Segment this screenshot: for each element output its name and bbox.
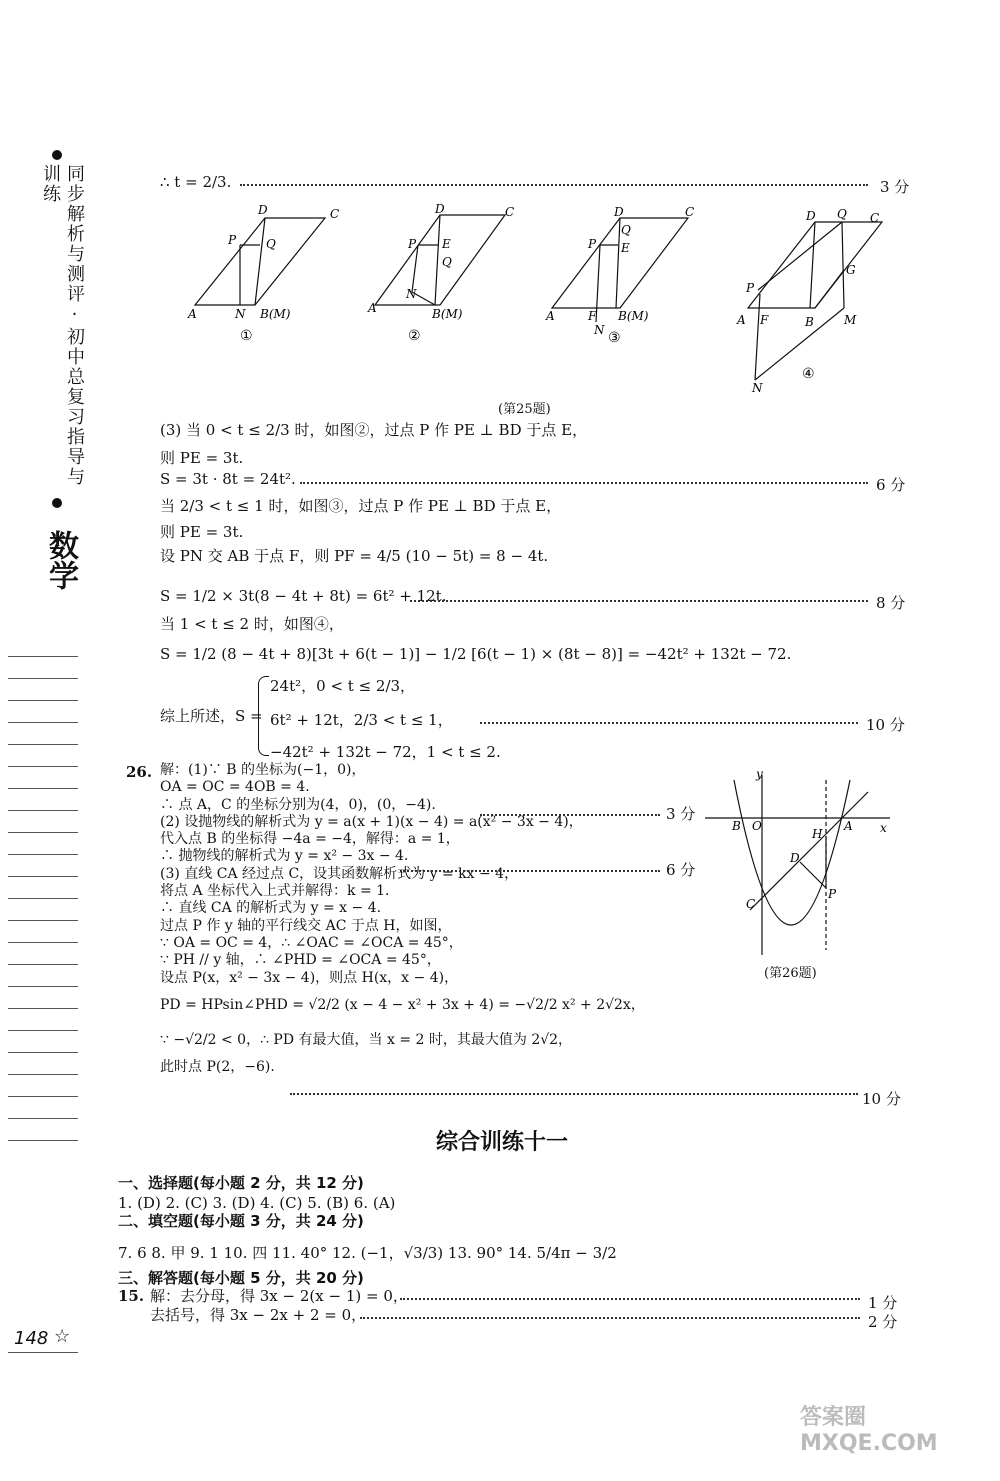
score: 6 分 [666,861,696,879]
section-title: 综合训练十一 [436,1130,569,1155]
svg-text:O: O [752,819,762,833]
solution-line: PD = HPsin∠PHD = √2/2 (x − 4 − x² + 3x + 4) = −√2/2 x² + 2√2x， [160,996,645,1013]
solution-line: 将点 A 坐标代入上式并解得：k = 1. [160,883,390,900]
page-number: 148 [14,1328,49,1349]
solution-line: (2) 设抛物线的解析式为 y = a(x + 1)(x − 4) = a(x² − 3x − 4)， [160,813,583,830]
figure-3 [552,218,688,322]
svg-text:D: D [806,209,816,223]
svg-text:E: E [442,237,451,251]
solution-line: 当 1 < t ≤ 2 时，如图④， [160,615,344,633]
solution-line: ∵ −√2/2 < 0，∴ PD 有最大值，当 x = 2 时，其最大值为 2√2， [160,1032,573,1049]
solution-line: 此时点 P(2，−6). [160,1059,275,1076]
svg-text:E: E [621,241,630,255]
sidebar [38,150,85,590]
question-number: 15. [118,1287,145,1305]
margin-rules [8,656,78,1162]
svg-text:B: B [805,315,814,329]
star-icon: ☆ [54,1326,71,1347]
watermark: 答案圈 MXQE.COM [800,1405,938,1456]
svg-text:D: D [790,851,800,865]
leader-dots [240,184,868,186]
svg-text:A: A [368,301,377,315]
svg-text:P: P [746,281,755,295]
figure-number: ④ [802,366,815,382]
svg-text:N: N [752,381,763,395]
q26-figure [700,770,900,960]
svg-text:P: P [408,237,417,251]
svg-text:B(M): B(M) [260,307,291,321]
solution-line: ∴ 抛物线的解析式为 y = x² − 3x − 4. [160,848,409,865]
svg-text:N: N [594,323,605,337]
bullet-icon [52,498,62,508]
score: 1 分 [868,1294,898,1312]
svg-text:D: D [435,202,445,216]
svg-text:y: y [756,770,763,781]
solution-line: ∴ 直线 CA 的解析式为 y = x − 4. [160,900,382,917]
solution-line: 代入点 B 的坐标得 −4a = −4，解得：a = 1， [160,831,460,848]
svg-text:G: G [846,263,856,277]
score: 10 分 [862,1090,901,1108]
svg-text:x: x [880,821,887,835]
figure-2 [375,215,505,305]
answer-line: 7. 6 8. 甲 9. 1 10. 四 11. 40° 12. (−1，√3/3) 13. 90° 14. 5/4π − 3/2 [118,1244,617,1262]
svg-text:C: C [685,205,695,219]
figure-number: ① [240,328,253,344]
part-heading: 三、解答题(每小题 5 分，共 20 分) [118,1269,364,1287]
figure-number: ② [408,328,421,344]
figure-caption: (第25题) [498,402,551,417]
svg-text:P: P [228,233,237,247]
svg-text:D: D [258,203,268,217]
svg-text:A: A [737,313,746,327]
divider [8,1352,78,1353]
score: 10 分 [866,716,905,734]
svg-text:P: P [828,887,837,901]
score: 2 分 [868,1313,898,1331]
svg-text:Q: Q [837,207,847,221]
solution-line: S = 1/2 × 3t(8 − 4t + 8t) = 6t² + 12t. [160,587,447,605]
svg-text:P: P [588,237,597,251]
svg-text:C: C [505,205,515,219]
svg-text:F: F [760,313,769,327]
leader-dots [360,1317,860,1319]
svg-text:N: N [406,287,417,301]
leader-dots [480,722,858,724]
leader-dots [300,482,868,484]
solution-line: 则 PE = 3t. [160,523,244,541]
solution-line: S = 1/2 (8 − 4t + 8)[3t + 6(t − 1)] − 1/2 [6(t − 1) × (8t − 8)] = −42t² + 132t − 72. [160,645,792,663]
figure-number: ③ [608,330,621,346]
svg-text:B(M): B(M) [432,307,463,321]
svg-text:C: C [870,211,880,225]
solution-line: 过点 P 作 y 轴的平行线交 AC 于点 H，如图， [160,917,452,934]
book-title: 同步解析与测评·初中总复习指导与训练 [40,164,85,487]
solution-line: OA = OC = 4OB = 4. [160,779,310,796]
leader-dots [400,1298,860,1300]
score: 3 分 [880,178,910,196]
leader-dots [290,1093,858,1095]
svg-text:H: H [812,827,823,841]
leader-dots [400,870,660,872]
svg-text:B: B [732,819,741,833]
summary-case: −42t² + 132t − 72，1 < t ≤ 2. [270,743,501,761]
q26-solution [160,762,645,1077]
score: 8 分 [876,594,906,612]
svg-text:C: C [330,207,340,221]
summary-label: 综上所述，S = [160,707,263,725]
svg-text:B(M): B(M) [618,309,649,323]
score: 3 分 [666,805,696,823]
svg-text:A: A [844,819,853,833]
svg-text:M: M [844,313,857,327]
q25-figures [180,200,900,415]
solution-line: ∴ 点 A，C 的坐标分别为(4，0)，(0，−4). [160,796,436,813]
summary-case: 6t² + 12t，2/3 < t ≤ 1， [270,711,453,729]
t-value-line: ∴ t = 2/3. [160,173,232,191]
label-a: A [188,307,197,321]
svg-text:D: D [614,205,624,219]
solution-line: 设点 P(x，x² − 3x − 4)，则点 H(x，x − 4)， [160,969,459,986]
svg-text:A: A [546,309,555,323]
svg-text:N: N [235,307,246,321]
svg-text:Q: Q [266,237,276,251]
figure-caption: (第26题) [764,966,817,981]
part-heading: 二、填空题(每小题 3 分，共 24 分) [118,1212,364,1230]
solution-line: ∵ PH // y 轴，∴ ∠PHD = ∠OCA = 45°， [160,952,441,969]
svg-text:F: F [588,309,597,323]
brace [258,676,269,756]
leader-dots [480,814,660,816]
solution-line: 解：(1)∵ B 的坐标为(−1，0)， [160,762,366,778]
subject-title: 数学 [43,530,78,590]
svg-text:Q: Q [442,255,452,269]
solution-line: 则 PE = 3t. [160,449,244,467]
question-number: 26. [126,763,153,781]
figure-4 [748,222,882,380]
svg-text:Q: Q [621,223,631,237]
solution-line: 当 2/3 < t ≤ 1 时，如图③，过点 P 作 PE ⊥ BD 于点 E， [160,497,562,515]
part-heading: 一、选择题(每小题 2 分，共 12 分) [118,1174,364,1192]
figure-1 [195,218,325,305]
solution-line: 解：去分母，得 3x − 2(x − 1) = 0， [150,1287,408,1305]
solution-line: 去括号，得 3x − 2x + 2 = 0， [150,1306,367,1324]
solution-line: ∵ OA = OC = 4，∴ ∠OAC = ∠OCA = 45°， [160,934,463,951]
bullet-icon [52,150,62,160]
leader-dots [410,600,868,602]
solution-line: (3) 直线 CA 经过点 C，设其函数解析式为 y = kx − 4， [160,865,519,882]
solution-line: (3) 当 0 < t ≤ 2/3 时，如图②，过点 P 作 PE ⊥ BD 于点 E， [160,421,588,439]
svg-text:C: C [746,897,756,911]
summary-case: 24t²，0 < t ≤ 2/3， [270,677,416,695]
solution-line: 设 PN 交 AB 于点 F，则 PF = 4/5 (10 − 5t) = 8 − 4t. [160,547,549,565]
score: 6 分 [876,476,906,494]
answer-line: 1. (D) 2. (C) 3. (D) 4. (C) 5. (B) 6. (A) [118,1194,396,1212]
solution-line: S = 3t · 8t = 24t². [160,470,296,488]
